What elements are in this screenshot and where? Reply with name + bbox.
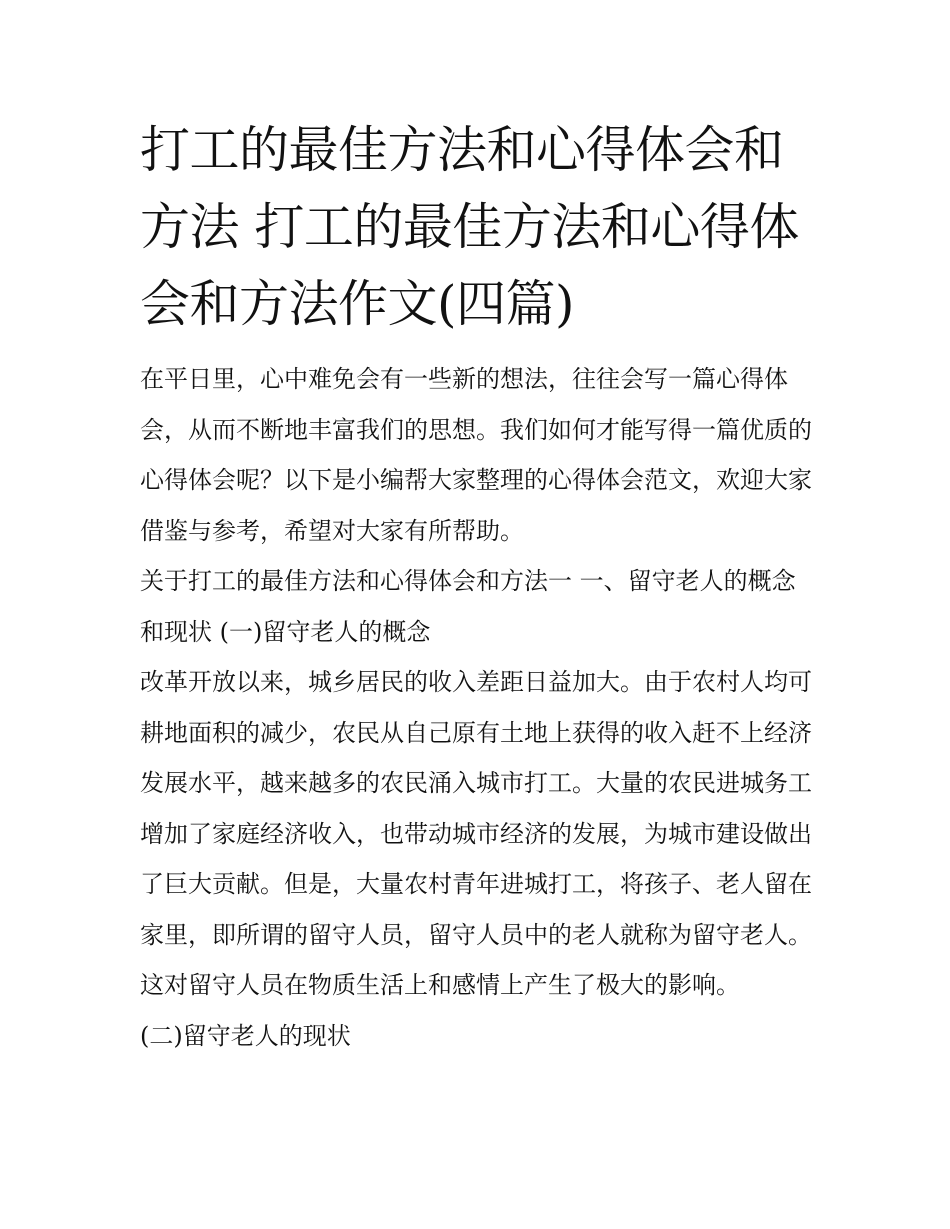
document-body <box>140 354 815 1061</box>
document-title: 打工的最佳方法和心得体会和方法 打工的最佳方法和心得体会和方法作文(四篇) <box>140 121 799 333</box>
paragraph-section-heading: 关于打工的最佳方法和心得体会和方法一 一、留守老人的概念和现状 (一)留守老人的概念 <box>140 567 796 646</box>
paragraph-status-heading: (二)留守老人的现状 <box>140 1021 351 1050</box>
paragraph-concept: 改革开放以来，城乡居民的收入差距日益加大。由于农村人均可耕地面积的减少，农民从自己原有土地上获得的收入赶不上经济发展水平，越来越多的农民涌入城市打工。大量的农民进城务工增加了家庭经济收入，也带动城市经济的发展，为城市建设做出了巨大贡献。但是，大量农村青年进城打工，将孩子、老人留在家里，即所谓的留守人员，留守人员中的老人就称为留守老人。这对留守人员在物质生活上和感情上产生了极大的影响。 <box>140 668 812 999</box>
paragraph-intro: 在平日里，心中难免会有一些新的想法，往往会写一篇心得体会，从而不断地丰富我们的思想。我们如何才能写得一篇优质的心得体会呢？以下是小编帮大家整理的心得体会范文，欢迎大家借鉴与参考，希望对大家有所帮助。 <box>140 365 812 545</box>
